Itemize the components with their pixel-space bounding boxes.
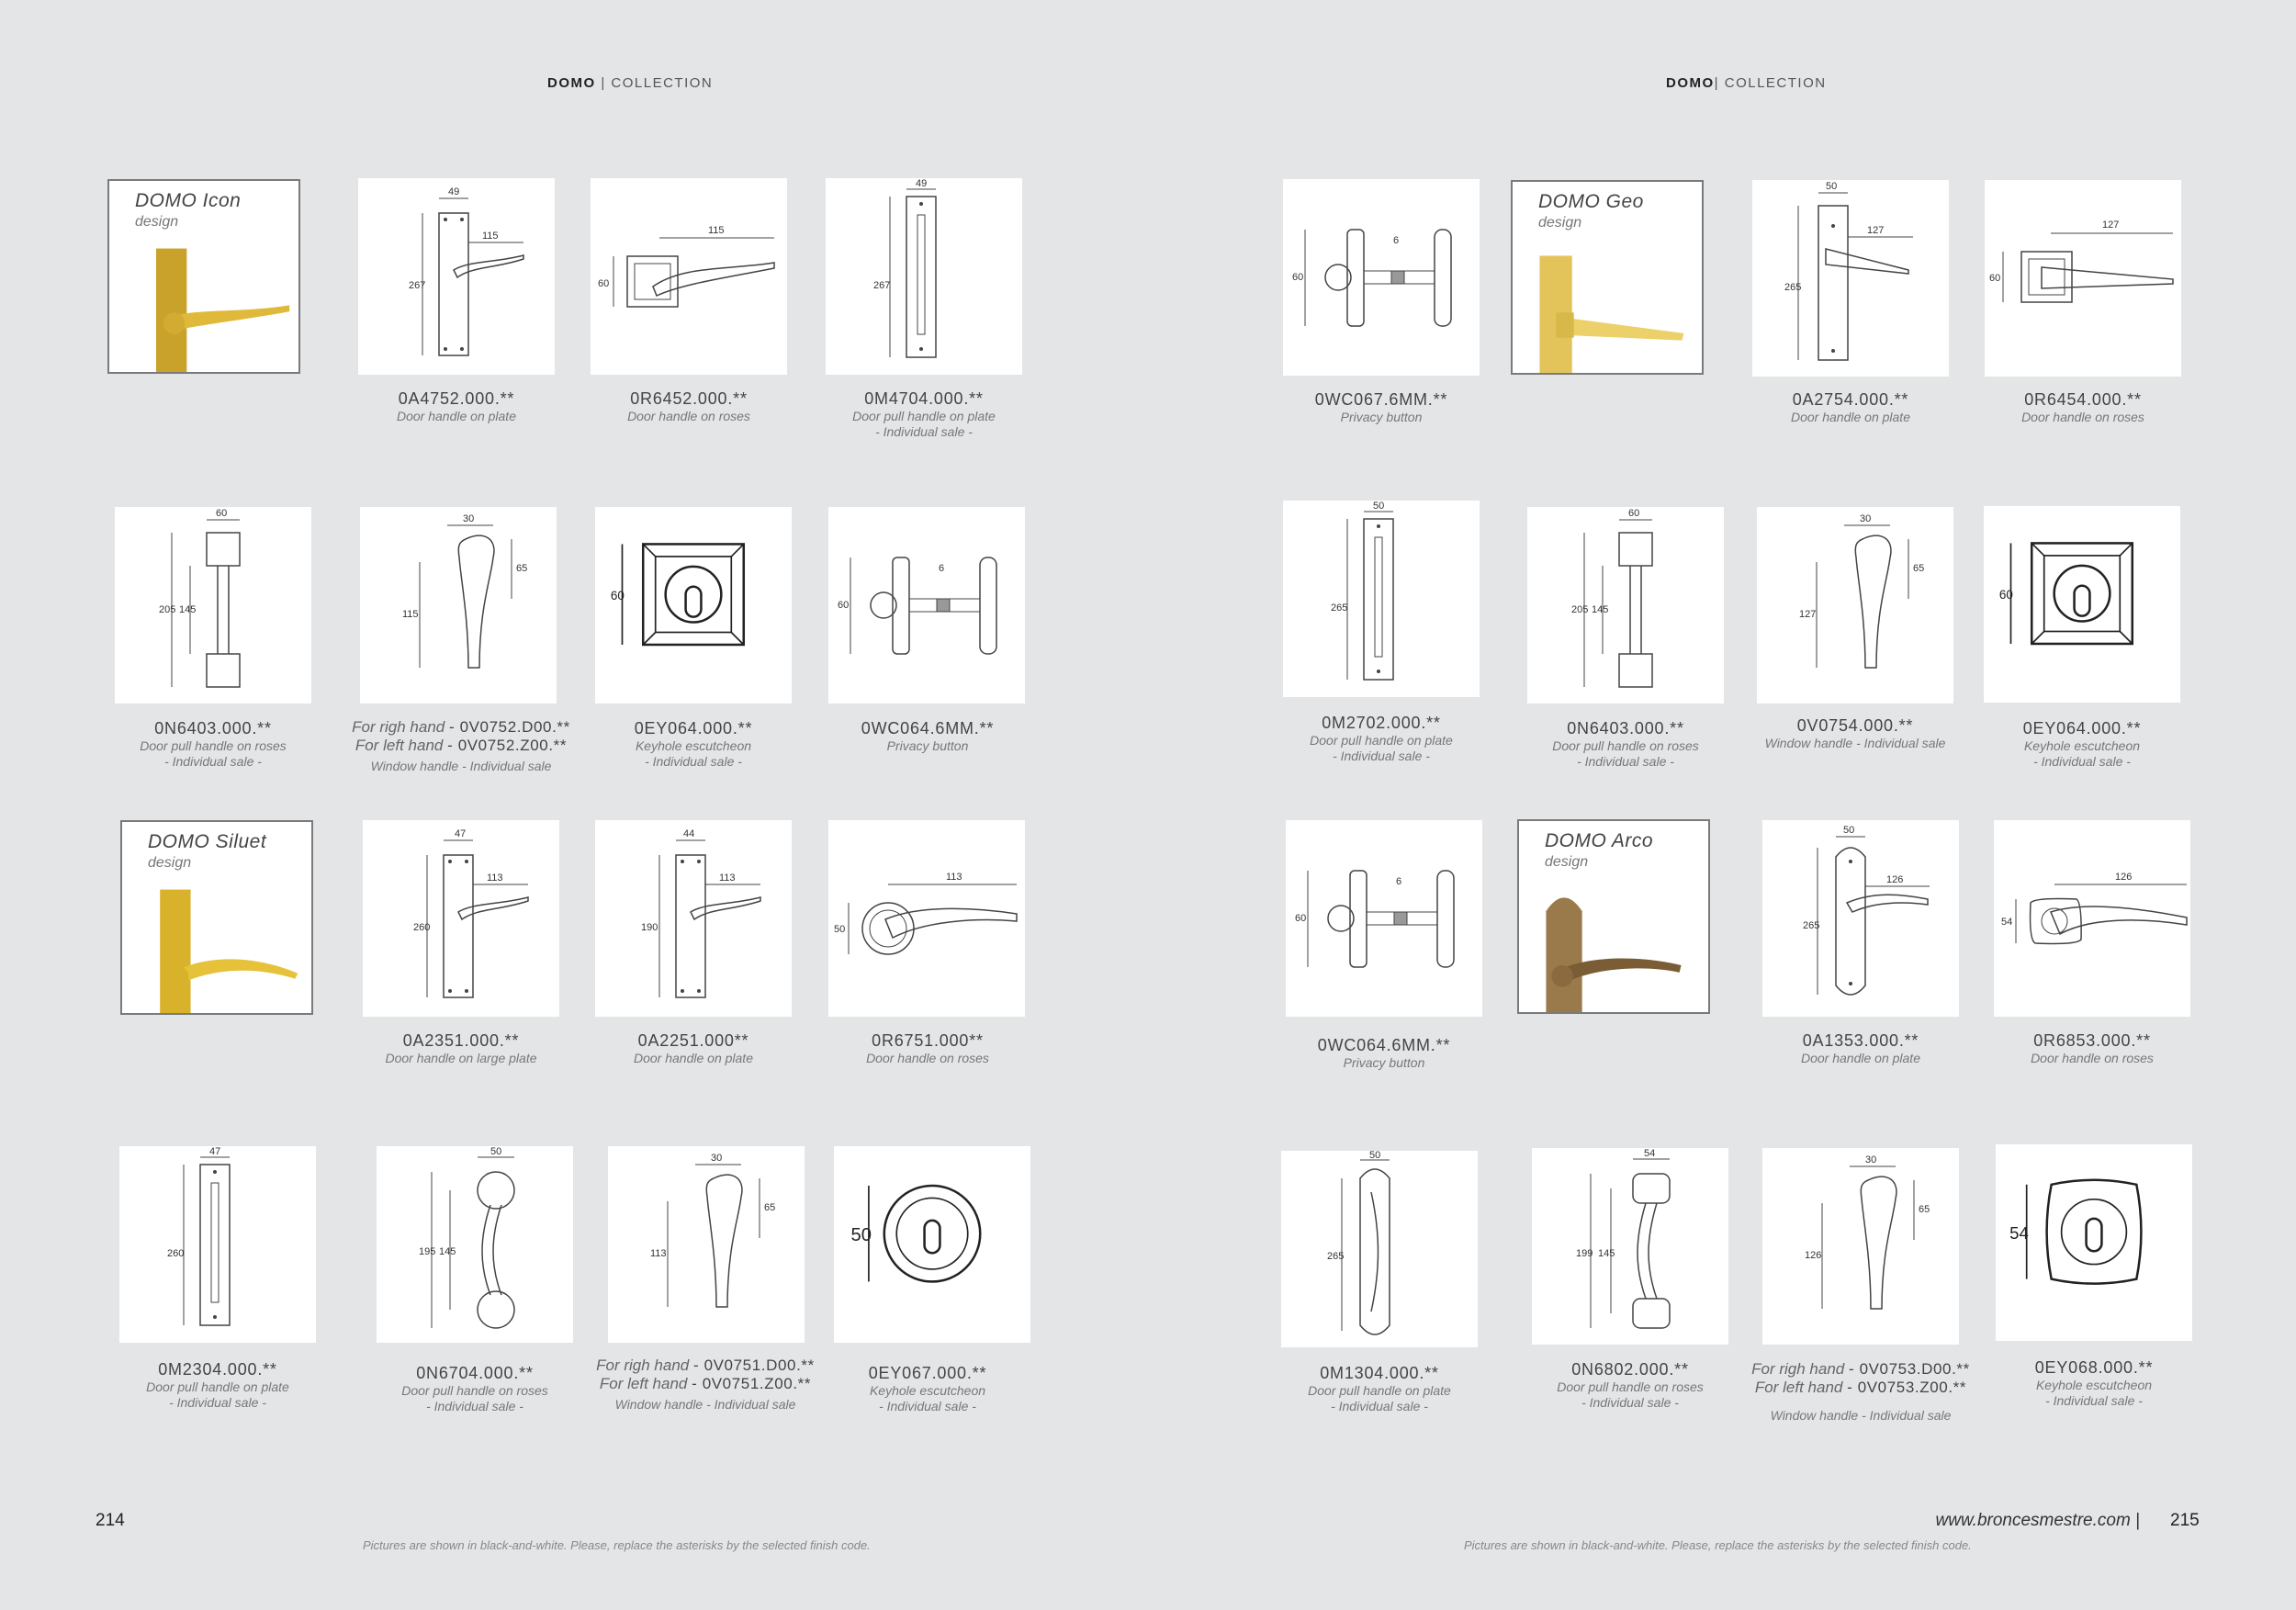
caption-0R6751: 0R6751.000** Door handle on roses: [866, 1031, 989, 1065]
caption-0M2702: 0M2702.000.** Door pull handle on plate - Individual sale -: [1310, 714, 1453, 763]
svg-text:115: 115: [402, 609, 419, 620]
product-image-0R6454[interactable]: [1985, 180, 2181, 377]
svg-text:145: 145: [179, 604, 197, 615]
page-number-right: 215: [2170, 1511, 2200, 1530]
svg-text:54: 54: [1644, 1148, 1656, 1159]
svg-text:126: 126: [1805, 1250, 1822, 1261]
svg-text:30: 30: [1860, 513, 1872, 524]
gold-handle-photo: [122, 822, 311, 1013]
caption-0M4704: 0M4704.000.** Door pull handle on plate - Individual sale -: [852, 389, 996, 439]
product-image-0V0754[interactable]: [1757, 507, 1953, 704]
caption-0A2754: 0A2754.000.** Door handle on plate: [1791, 390, 1910, 424]
footnote-left: Pictures are shown in black-and-white. Please, replace the asterisks by the selected finish code.: [363, 1538, 871, 1552]
privacy-button-drawing: [1286, 820, 1482, 1017]
svg-text:60: 60: [216, 508, 228, 519]
product-image-0M2304[interactable]: [119, 1146, 316, 1343]
product-image-0N6403-right[interactable]: [1527, 507, 1724, 704]
handle-on-roses-drawing: [1985, 180, 2181, 377]
svg-text:60: 60: [1989, 273, 2001, 284]
product-image-0N6704[interactable]: [377, 1146, 573, 1343]
handle-on-plate-drawing: [1752, 180, 1949, 377]
design-name: DOMO Arco: [1545, 830, 1654, 851]
svg-text:115: 115: [708, 225, 725, 236]
caption-0M2304: 0M2304.000.** Door pull handle on plate - Individual sale -: [146, 1360, 289, 1410]
design-card-arco: [1517, 819, 1710, 1014]
caption-0N6802: 0N6802.000.** Door pull handle on roses - Individual sale -: [1557, 1360, 1704, 1410]
website-link[interactable]: www.broncesmestre.com |: [1935, 1511, 2140, 1530]
pull-on-roses-drawing: [377, 1146, 573, 1343]
caption-0WC064-right: 0WC064.6MM.** Privacy button: [1317, 1036, 1451, 1070]
caption-0N6403-right: 0N6403.000.** Door pull handle on roses - Individual sale -: [1552, 719, 1699, 769]
product-image-0WC064-right[interactable]: [1286, 820, 1482, 1017]
svg-text:267: 267: [873, 280, 891, 291]
svg-text:265: 265: [1803, 920, 1820, 931]
design-subtitle: design: [135, 214, 179, 230]
svg-text:49: 49: [916, 178, 928, 189]
window-handle-drawing: [1757, 507, 1953, 704]
page-number-left: 214: [96, 1511, 125, 1530]
svg-text:60: 60: [598, 278, 610, 289]
svg-text:115: 115: [482, 231, 499, 242]
svg-text:47: 47: [209, 1146, 221, 1157]
svg-text:113: 113: [719, 873, 736, 884]
bronze-handle-photo: [1519, 821, 1708, 1012]
svg-text:60: 60: [1628, 508, 1640, 519]
product-image-0EY067[interactable]: [834, 1146, 1030, 1343]
pull-on-plate-drawing: [826, 178, 1022, 375]
svg-text:145: 145: [439, 1246, 456, 1257]
caption-0R6853: 0R6853.000.** Door handle on roses: [2031, 1031, 2154, 1065]
svg-text:127: 127: [2102, 220, 2120, 231]
svg-text:113: 113: [487, 873, 503, 884]
svg-text:65: 65: [764, 1202, 776, 1213]
svg-text:267: 267: [409, 280, 426, 291]
product-image-0R6751[interactable]: [828, 820, 1025, 1017]
product-image-0M1304[interactable]: [1281, 1151, 1478, 1347]
collection-header-left: DOMO | COLLECTION: [547, 75, 714, 91]
rounded-square-escutcheon-drawing: [1996, 1144, 2192, 1341]
handle-on-roses-drawing: [1994, 820, 2190, 1017]
svg-text:205: 205: [159, 604, 176, 615]
svg-text:49: 49: [448, 186, 460, 197]
caption-0V0754: 0V0754.000.** Window handle - Individual sale: [1764, 716, 1946, 750]
svg-text:126: 126: [2115, 872, 2133, 883]
product-image-0M4704[interactable]: [826, 178, 1022, 375]
round-escutcheon-drawing: [834, 1146, 1030, 1343]
svg-text:50: 50: [1826, 181, 1838, 192]
svg-text:30: 30: [463, 513, 475, 524]
product-image-0R6853[interactable]: [1994, 820, 2190, 1017]
caption-0N6704: 0N6704.000.** Door pull handle on roses - Individual sale -: [401, 1364, 548, 1413]
product-image-0A2351[interactable]: [363, 820, 559, 1017]
handle-on-roses-drawing: [591, 178, 787, 375]
svg-text:50: 50: [490, 1146, 502, 1157]
svg-text:145: 145: [1592, 604, 1609, 615]
svg-text:205: 205: [1571, 604, 1589, 615]
svg-text:47: 47: [455, 828, 467, 839]
product-image-0M2702[interactable]: [1283, 501, 1480, 697]
product-image-0WC067[interactable]: [1283, 179, 1480, 376]
svg-text:60: 60: [610, 589, 625, 603]
footnote-right: Pictures are shown in black-and-white. Please, replace the asterisks by the selected finish code.: [1464, 1538, 1972, 1552]
caption-0EY068: 0EY068.000.** Keyhole escutcheon - Individual sale -: [2034, 1358, 2154, 1408]
privacy-button-drawing: [1283, 179, 1480, 376]
svg-text:54: 54: [2009, 1222, 2029, 1243]
handle-on-plate-drawing: [358, 178, 555, 375]
pull-on-plate-drawing: [1283, 501, 1480, 697]
svg-text:60: 60: [838, 600, 850, 611]
product-image-0WC064[interactable]: [828, 507, 1025, 704]
window-handle-drawing: [360, 507, 557, 704]
window-handle-drawing: [608, 1146, 805, 1343]
design-card-siluet: [120, 820, 313, 1015]
product-image-0V0751[interactable]: [608, 1146, 805, 1343]
svg-text:6: 6: [1393, 235, 1400, 246]
design-card-icon: [107, 179, 300, 374]
caption-0A2251: 0A2251.000** Door handle on plate: [634, 1031, 753, 1065]
svg-text:30: 30: [711, 1153, 723, 1164]
svg-text:65: 65: [1913, 563, 1925, 574]
svg-text:265: 265: [1331, 602, 1348, 614]
privacy-button-drawing: [828, 507, 1025, 704]
svg-text:50: 50: [850, 1224, 872, 1245]
product-image-0A2251[interactable]: [595, 820, 792, 1017]
svg-text:50: 50: [1843, 825, 1855, 836]
design-card-geo: [1511, 180, 1704, 375]
svg-text:145: 145: [1598, 1248, 1615, 1259]
svg-text:50: 50: [1369, 1151, 1381, 1161]
svg-text:60: 60: [1295, 913, 1307, 924]
svg-text:65: 65: [516, 563, 528, 574]
product-image-0R6452[interactable]: [591, 178, 787, 375]
product-image-0N6403[interactable]: [115, 507, 311, 704]
caption-0A4752: 0A4752.000.** Door handle on plate: [397, 389, 516, 423]
product-image-0V0752[interactable]: [360, 507, 557, 704]
svg-text:60: 60: [1292, 272, 1304, 283]
svg-text:126: 126: [1886, 874, 1904, 885]
svg-text:195: 195: [419, 1246, 436, 1257]
svg-text:127: 127: [1867, 225, 1885, 236]
svg-text:265: 265: [1327, 1251, 1345, 1262]
svg-text:65: 65: [1919, 1204, 1930, 1215]
svg-text:30: 30: [1865, 1154, 1877, 1165]
pull-on-roses-drawing: [1527, 507, 1724, 704]
collection-header-right: DOMO| COLLECTION: [1666, 75, 1827, 91]
caption-0V0753: For righ hand - 0V0753.D00.** For left hand - 0V0753.Z00.** Window handle - Individual sale: [1751, 1360, 1970, 1423]
caption-0EY067: 0EY067.000.** Keyhole escutcheon - Individual sale -: [868, 1364, 987, 1413]
caption-0WC067: 0WC067.6MM.** Privacy button: [1314, 390, 1448, 424]
pull-on-plate-drawing: [1281, 1151, 1478, 1347]
product-image-0EY068[interactable]: [1996, 1144, 2192, 1341]
product-image-0N6802[interactable]: [1532, 1148, 1728, 1345]
design-subtitle: design: [148, 855, 192, 871]
svg-text:50: 50: [834, 924, 846, 935]
svg-text:127: 127: [1799, 609, 1817, 620]
design-name: DOMO Icon: [135, 190, 242, 211]
svg-text:113: 113: [650, 1248, 667, 1259]
handle-on-large-plate-drawing: [363, 820, 559, 1017]
handle-on-plate-drawing: [1762, 820, 1959, 1017]
caption-0WC064: 0WC064.6MM.** Privacy button: [861, 719, 995, 753]
caption-0N6403: 0N6403.000.** Door pull handle on roses - Individual sale -: [140, 719, 287, 769]
svg-text:60: 60: [1998, 588, 2013, 602]
pull-on-roses-drawing: [1532, 1148, 1728, 1345]
gold-handle-photo: [1513, 182, 1702, 373]
pull-on-plate-drawing: [119, 1146, 316, 1343]
product-image-0V0753[interactable]: [1762, 1148, 1959, 1345]
svg-text:54: 54: [2001, 917, 2013, 928]
product-image-0A1353[interactable]: [1762, 820, 1959, 1017]
caption-0EY064: 0EY064.000.** Keyhole escutcheon - Individual sale -: [634, 719, 753, 769]
svg-text:199: 199: [1576, 1248, 1593, 1259]
caption-0V0752: For righ hand - 0V0752.D00.** For left hand - 0V0752.Z00.** Window handle - Individual sale: [352, 718, 570, 773]
product-image-0EY064-right[interactable]: [1984, 506, 2180, 703]
handle-on-roses-drawing: [828, 820, 1025, 1017]
svg-text:190: 190: [641, 922, 658, 933]
square-escutcheon-drawing: [595, 507, 792, 704]
design-name: DOMO Geo: [1538, 191, 1644, 212]
product-image-0A4752[interactable]: [358, 178, 555, 375]
svg-text:50: 50: [1373, 501, 1385, 512]
product-image-0A2754[interactable]: [1752, 180, 1949, 377]
svg-text:6: 6: [1396, 876, 1402, 887]
caption-0M1304: 0M1304.000.** Door pull handle on plate - Individual sale -: [1308, 1364, 1451, 1413]
design-subtitle: design: [1538, 215, 1582, 231]
caption-0EY064-right: 0EY064.000.** Keyhole escutcheon - Individual sale -: [2022, 719, 2142, 769]
handle-on-plate-drawing: [595, 820, 792, 1017]
product-image-0EY064[interactable]: [595, 507, 792, 704]
pull-on-roses-drawing: [115, 507, 311, 704]
svg-text:113: 113: [946, 872, 962, 883]
caption-0R6452: 0R6452.000.** Door handle on roses: [627, 389, 750, 423]
caption-0V0751: For righ hand - 0V0751.D00.** For left hand - 0V0751.Z00.** Window handle - Individual sale: [596, 1357, 815, 1412]
svg-text:260: 260: [413, 922, 431, 933]
window-handle-drawing: [1762, 1148, 1959, 1345]
design-name: DOMO Siluet: [148, 831, 267, 852]
svg-text:44: 44: [683, 828, 695, 839]
design-subtitle: design: [1545, 854, 1589, 870]
caption-0A2351: 0A2351.000.** Door handle on large plate: [385, 1031, 537, 1065]
svg-text:265: 265: [1784, 282, 1802, 293]
caption-0A1353: 0A1353.000.** Door handle on plate: [1801, 1031, 1920, 1065]
square-escutcheon-drawing: [1984, 506, 2180, 703]
svg-text:260: 260: [167, 1248, 185, 1259]
svg-text:6: 6: [939, 563, 945, 574]
caption-0R6454: 0R6454.000.** Door handle on roses: [2021, 390, 2144, 424]
gold-handle-photo: [109, 181, 298, 372]
